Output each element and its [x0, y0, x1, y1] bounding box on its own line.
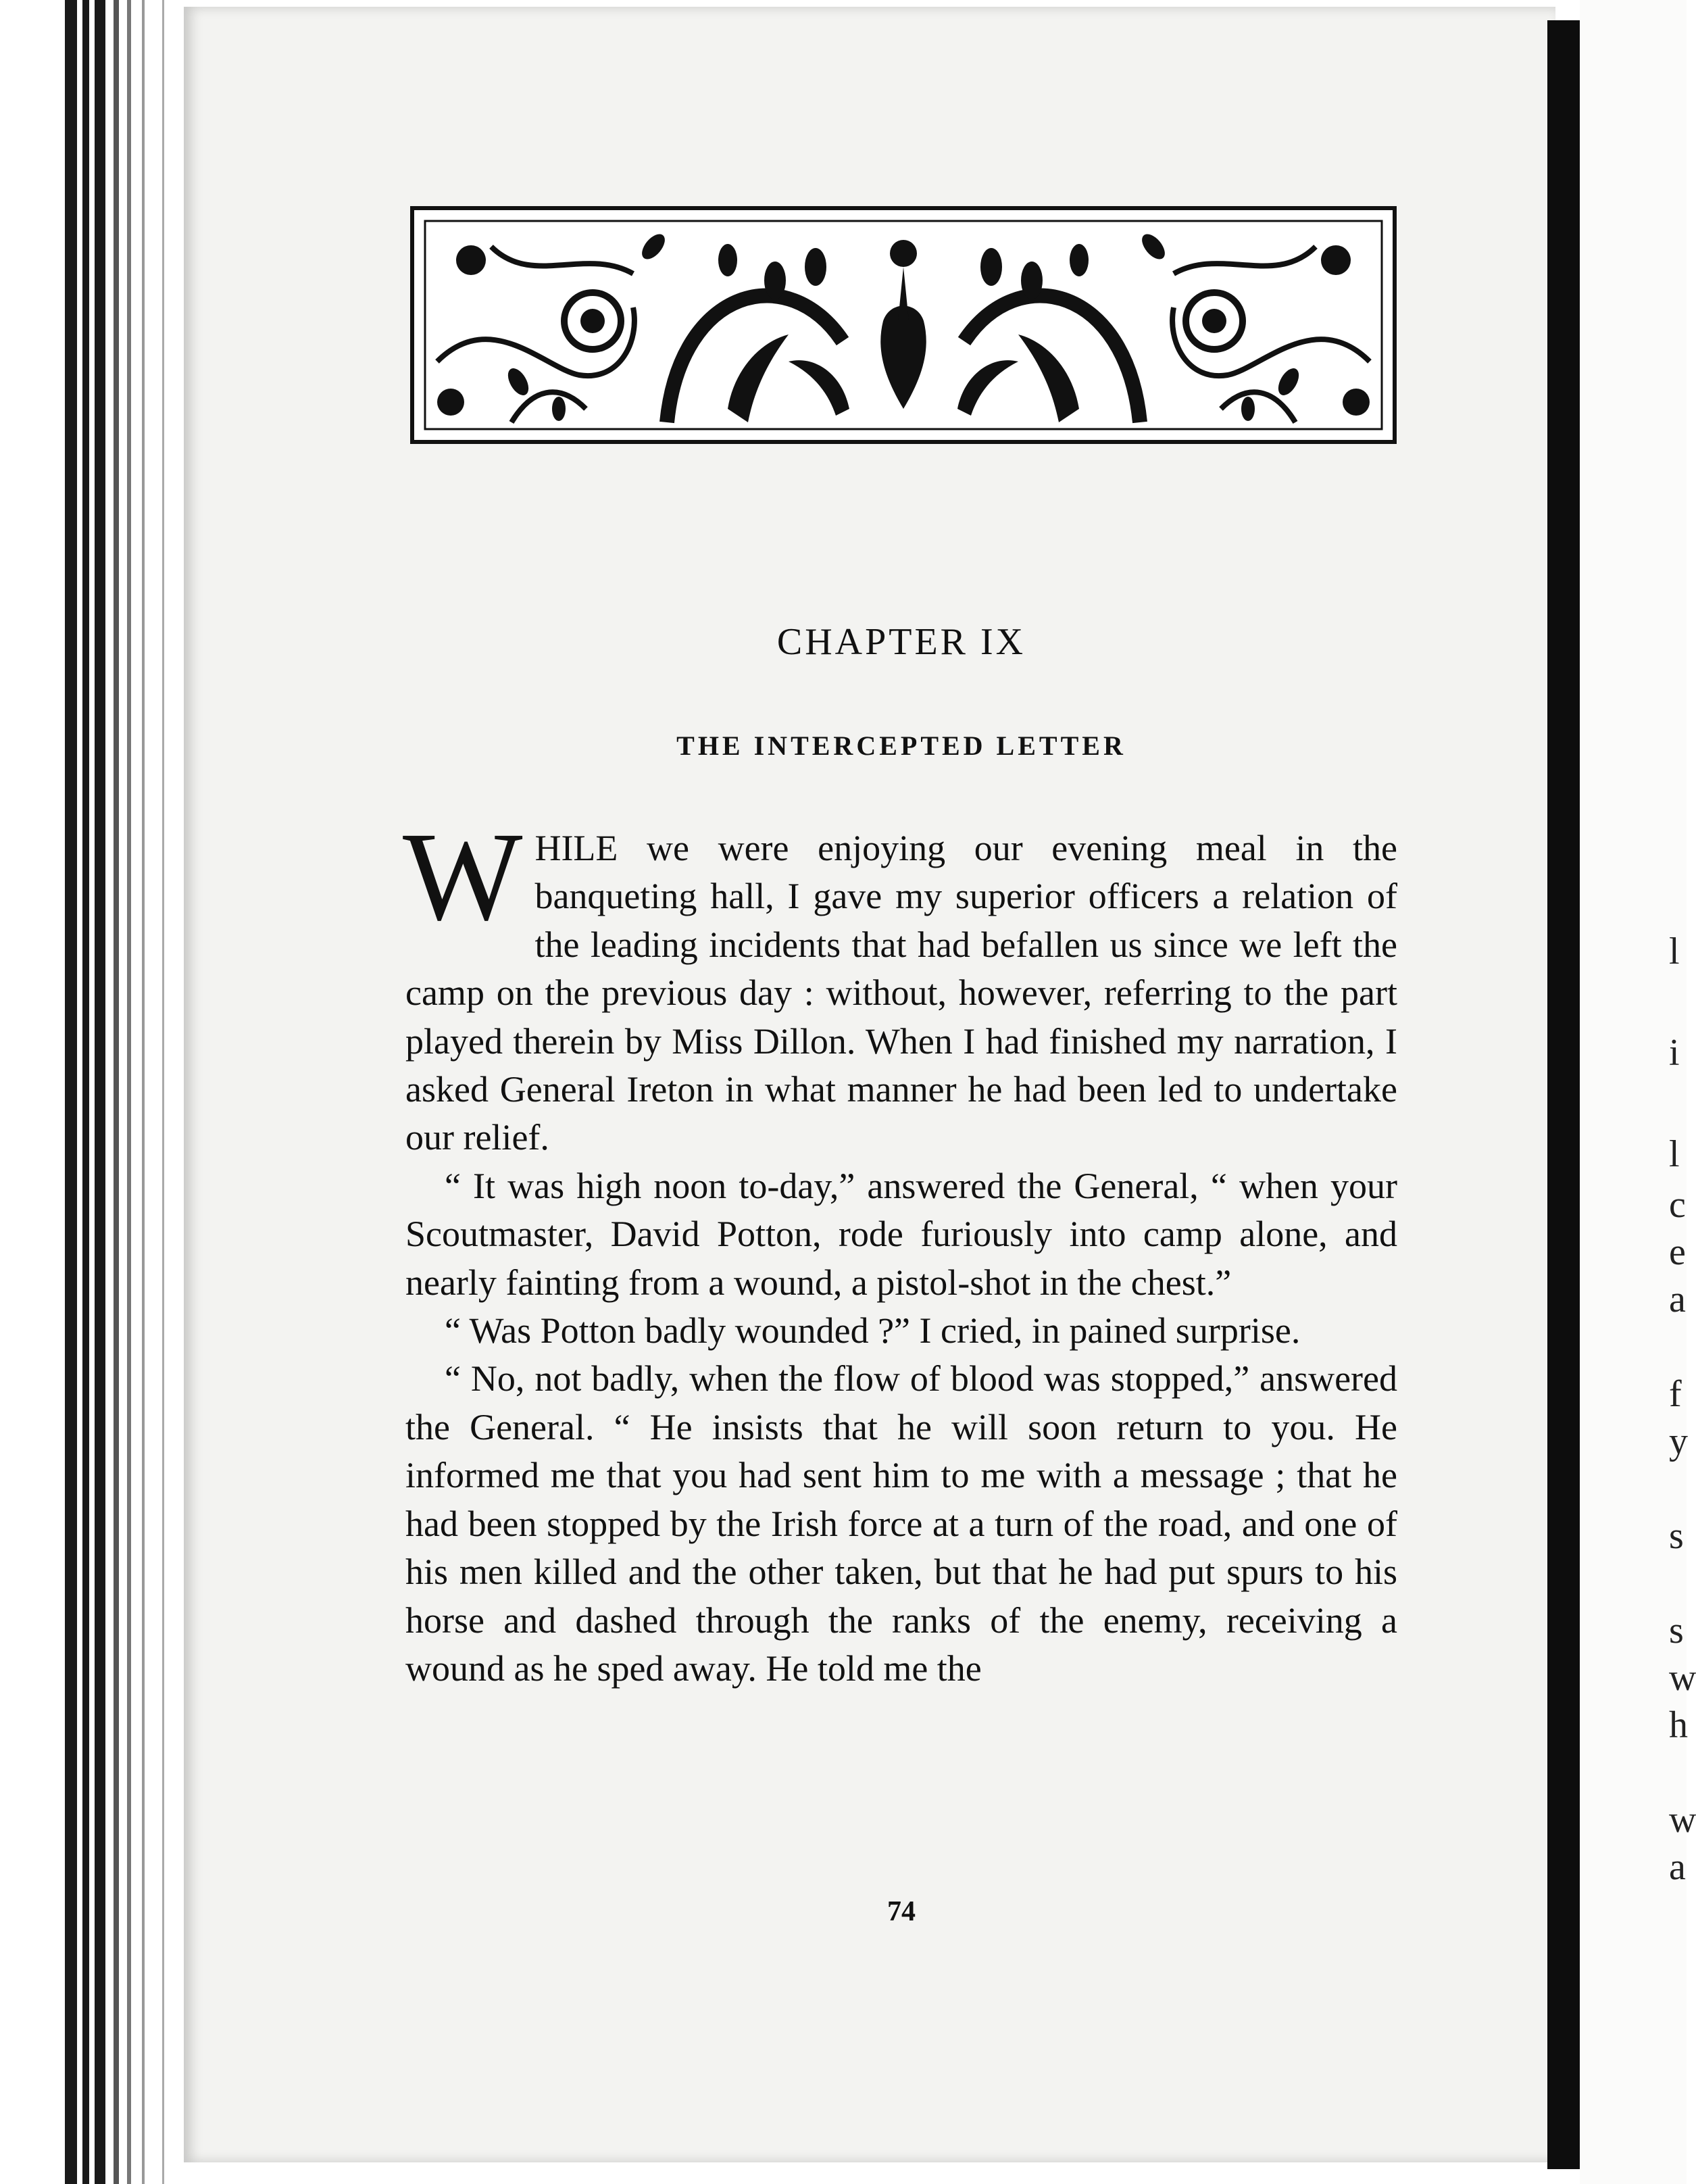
next-page-letter: a: [1669, 1846, 1686, 1888]
body-text: [403, 805, 1397, 1693]
next-page-letter: l: [1669, 930, 1680, 972]
paragraph: “ No, not badly, when the flow of blood was stopped,” answered the General. “ He insists that he will soon return to you. He informed me that you had sent him to me with a message ; that he had been stopped by the Irish force at a turn of the road, and one of his men killed and the other taken, but that he had put spurs to his horse and dashed through the ranks of the enemy, receiving a wound as he sped away. He told me the: [405, 1358, 1397, 1689]
paragraph: “ It was high noon to-day,” answered the General, “ when your Scoutmaster, David Potton, rode furiously into camp alone, and nearly fainting from a wound, a pistol-shot in the chest.”: [405, 1165, 1397, 1303]
next-page-letter: a: [1669, 1279, 1686, 1320]
next-page-letter: i: [1669, 1032, 1680, 1074]
page-gutter: [1547, 20, 1580, 2169]
next-page-letter: h: [1669, 1704, 1688, 1746]
drop-cap: W: [403, 805, 523, 947]
next-page-letter: l: [1669, 1133, 1680, 1175]
next-page-letter: e: [1669, 1231, 1686, 1273]
next-page-letter: w: [1669, 1657, 1696, 1699]
next-page-letter: c: [1669, 1184, 1686, 1226]
next-page-letter: s: [1669, 1610, 1684, 1652]
chapter-title: THE INTERCEPTED LETTER: [676, 730, 1126, 761]
book-binding: [0, 0, 186, 2184]
next-page-letter: s: [1669, 1515, 1684, 1557]
next-page-letter: w: [1669, 1799, 1696, 1841]
next-page-letter: f: [1669, 1373, 1682, 1415]
paragraph-text: HILE we were enjoying our evening meal in the banqueting hall, I gave my superior officers a relation of the leading incidents that had befallen us since we left the camp on the previous day : without, however, referring to the part played therein by Miss Dillon. When I had finished my narration, I asked General Ireton in what manner he had been led to undertake our relief.: [405, 828, 1397, 1158]
paragraph: “ Was Potton badly wounded ?” I cried, in pained surprise.: [445, 1310, 1301, 1351]
next-page-letter: y: [1669, 1420, 1688, 1462]
chapter-heading: CHAPTER IX: [776, 621, 1026, 663]
paragraph: [403, 805, 1397, 1162]
chapter-header-ornament: [410, 206, 1397, 444]
page-number: 74: [887, 1896, 916, 1927]
next-page-letters: [1669, 0, 1696, 2184]
